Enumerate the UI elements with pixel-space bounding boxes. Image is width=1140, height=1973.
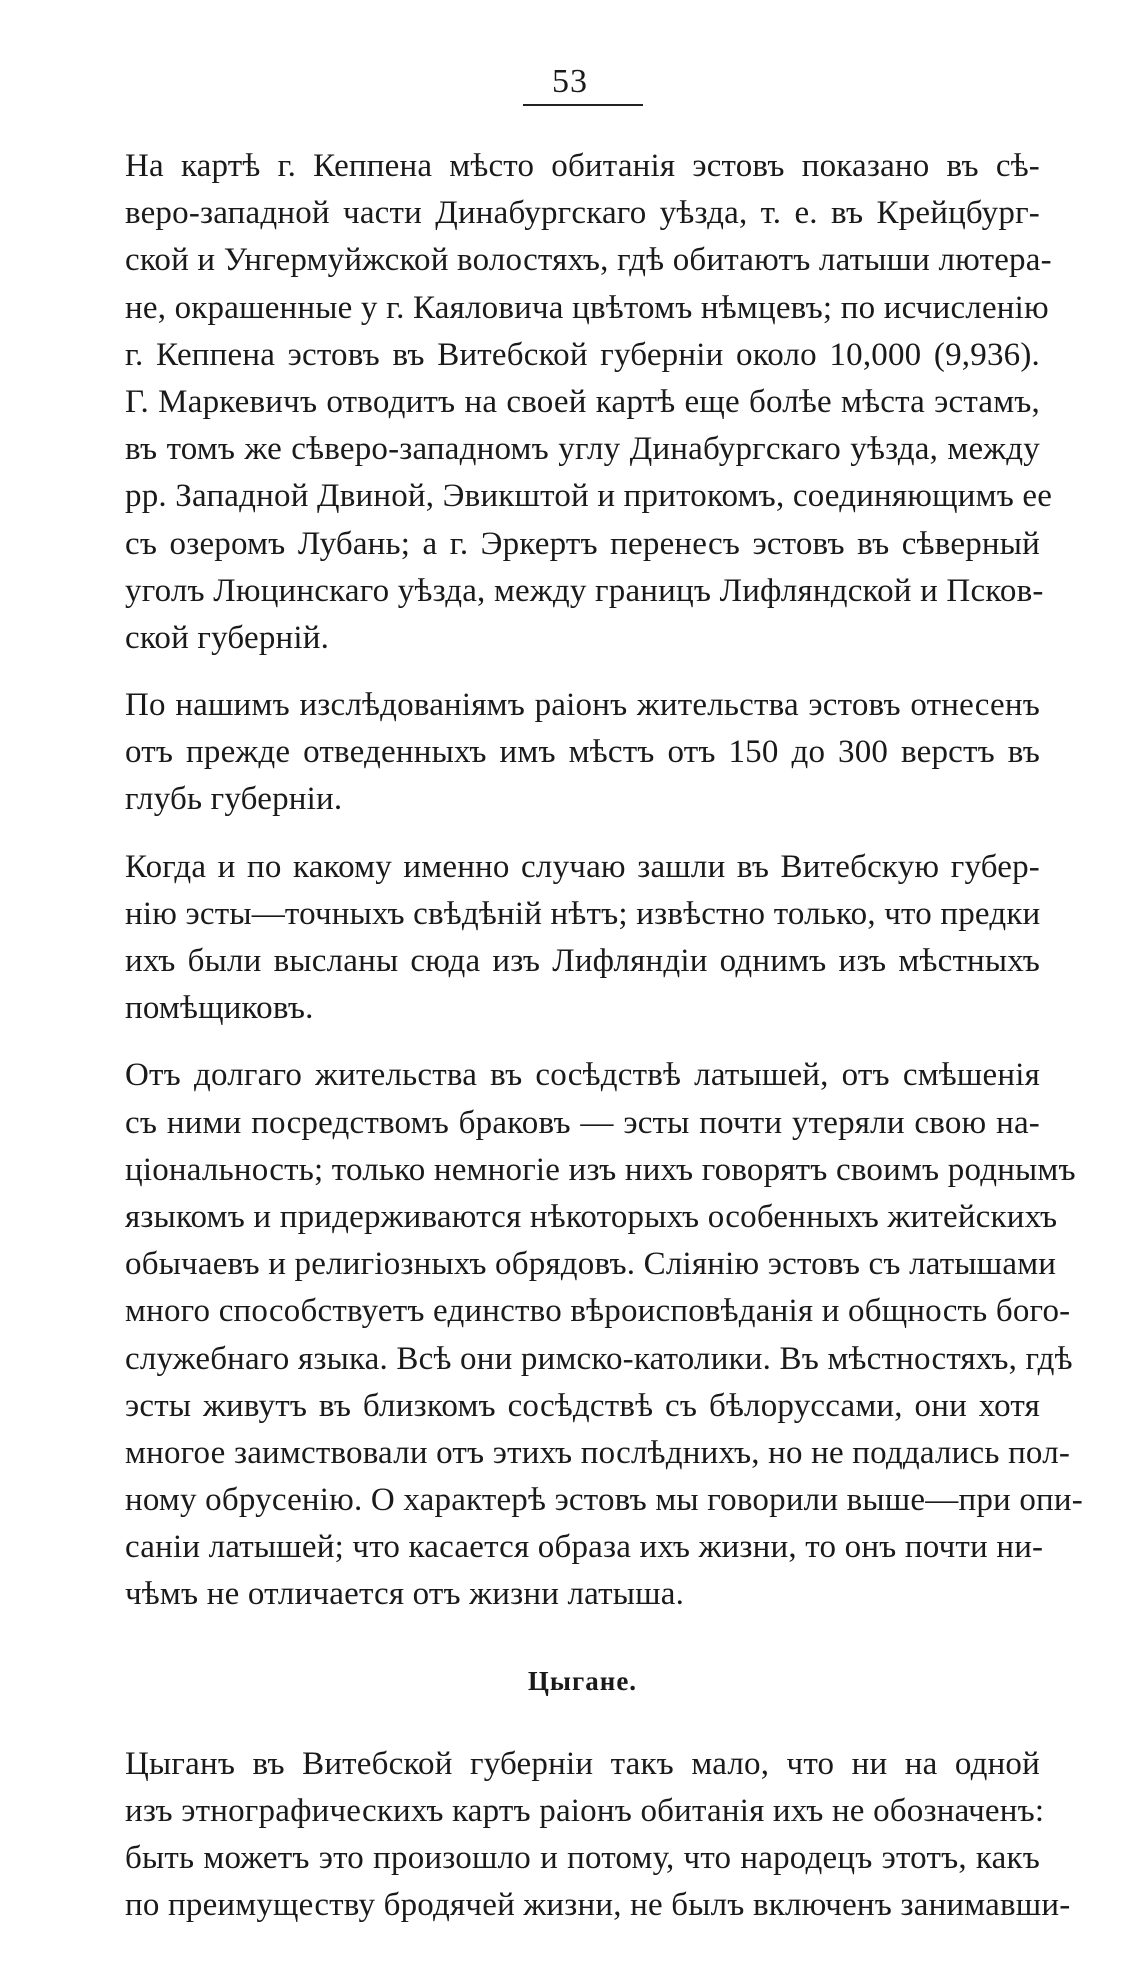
text-line: Цыганъ въ Витебской губерніи такъ мало, что ни на одной — [125, 1745, 1040, 1782]
page-number: 53 — [552, 63, 588, 100]
text-line: обычаевъ и религіозныхъ обрядовъ. Сліянію эстовъ съ латышами — [125, 1246, 1057, 1283]
text-line: ихъ были высланы сюда изъ Лифляндіи однимъ изъ мѣстныхъ — [125, 943, 1040, 979]
text-line: изъ этнографическихъ картъ раіонъ обитанія ихъ не обозначенъ: — [125, 1792, 1045, 1829]
paragraph — [125, 1741, 1071, 1930]
text-line: ской и Унгермуйжской волостяхъ, гдѣ обитаютъ латыши лютера- — [125, 242, 1052, 279]
text-line: нію эсты—точныхъ свѣдѣній нѣтъ; извѣстно только, что предки — [125, 895, 1041, 932]
paragraph — [125, 682, 1040, 824]
paragraph — [125, 844, 1040, 1033]
text-line: языкомъ и придерживаются нѣкоторыхъ особенныхъ житейскихъ — [125, 1198, 1058, 1235]
text-line: глубь губерніи. — [125, 781, 343, 818]
text-line: по преимуществу бродячей жизни, не былъ включенъ занимавши- — [125, 1887, 1071, 1924]
text-line: Отъ долгаго жительства въ сосѣдствѣ латышей, отъ смѣшенія — [125, 1057, 1040, 1094]
text-line: помѣщиковъ. — [125, 990, 314, 1027]
text-line: съ озеромъ Лубань; а г. Эркертъ перенесъ эстовъ въ сѣверный — [125, 525, 1040, 562]
paragraph — [125, 143, 1053, 662]
text-line: Когда и по какому именно случаю зашли въ Витебскую губер- — [125, 848, 1040, 885]
text-line: веро-западной части Динабургскаго уѣзда, т. е. въ Крейцбург- — [125, 195, 1040, 232]
text-line: Г. Маркевичъ отводитъ на своей картѣ еще болѣе мѣста эстамъ, — [125, 383, 1040, 420]
text-line: многое заимствовали отъ этихъ послѣднихъ, но не поддались пол- — [125, 1434, 1071, 1471]
page-body — [125, 143, 1083, 1929]
paragraph-gap — [125, 1032, 1040, 1052]
text-line: ному обрусенію. О характерѣ эстовъ мы говорили выше—при опи- — [125, 1482, 1083, 1519]
text-line: съ ними посредствомъ браковъ — эсты почти утеряли свою на- — [125, 1104, 1040, 1141]
text-line: много способствуетъ единство вѣроисповѣданія и общность бого- — [125, 1293, 1071, 1330]
text-line: не, окрашенные у г. Каяловича цвѣтомъ нѣмцевъ; по исчисленію — [125, 289, 1049, 326]
text-line: быть можетъ это произошло и потому, что народецъ этотъ, какъ — [125, 1840, 1040, 1876]
paragraph-gap — [125, 662, 1040, 682]
text-line: г. Кеппена эстовъ въ Витебской губерніи около 10,000 (9,936). — [125, 336, 1040, 373]
text-line: По нашимъ изслѣдованіямъ раіонъ жительства эстовъ отнесенъ — [125, 687, 1040, 724]
paragraph-gap — [125, 824, 1040, 844]
text-line: ціональность; только немногіе изъ нихъ говорятъ своимъ роднымъ — [125, 1151, 1076, 1188]
text-line: ской губерній. — [125, 619, 330, 656]
text-line: служебнаго языка. Всѣ они римско-католики. Въ мѣстностяхъ, гдѣ — [125, 1340, 1073, 1377]
main-text — [125, 143, 1083, 1619]
paragraph — [125, 1052, 1083, 1618]
text-line: уголъ Люцинскаго уѣзда, между границъ Лифляндской и Псков- — [125, 572, 1044, 609]
page-number-rule — [523, 104, 643, 106]
text-line: отъ прежде отведенныхъ имъ мѣстъ отъ 150 до 300 верстъ въ — [125, 734, 1040, 771]
text-line: На картѣ г. Кеппена мѣсто обитанія эстовъ показано въ сѣ- — [125, 148, 1040, 184]
text-line: въ томъ же сѣверо-западномъ углу Динабургскаго уѣзда, между — [125, 431, 1040, 468]
text-line: эсты живутъ въ близкомъ сосѣдствѣ съ бѣлоруссами, они хотя — [125, 1387, 1040, 1424]
text-line: саніи латышей; что касается образа ихъ жизни, то онъ почти ни- — [125, 1529, 1044, 1566]
text-line: рр. Западной Двиной, Эвикштой и притокомъ, соединяющимъ ее — [125, 478, 1053, 515]
section-title: Цыгане. — [527, 1665, 638, 1696]
section-text — [125, 1741, 1071, 1930]
text-line: чѣмъ не отличается отъ жизни латыша. — [125, 1576, 685, 1613]
